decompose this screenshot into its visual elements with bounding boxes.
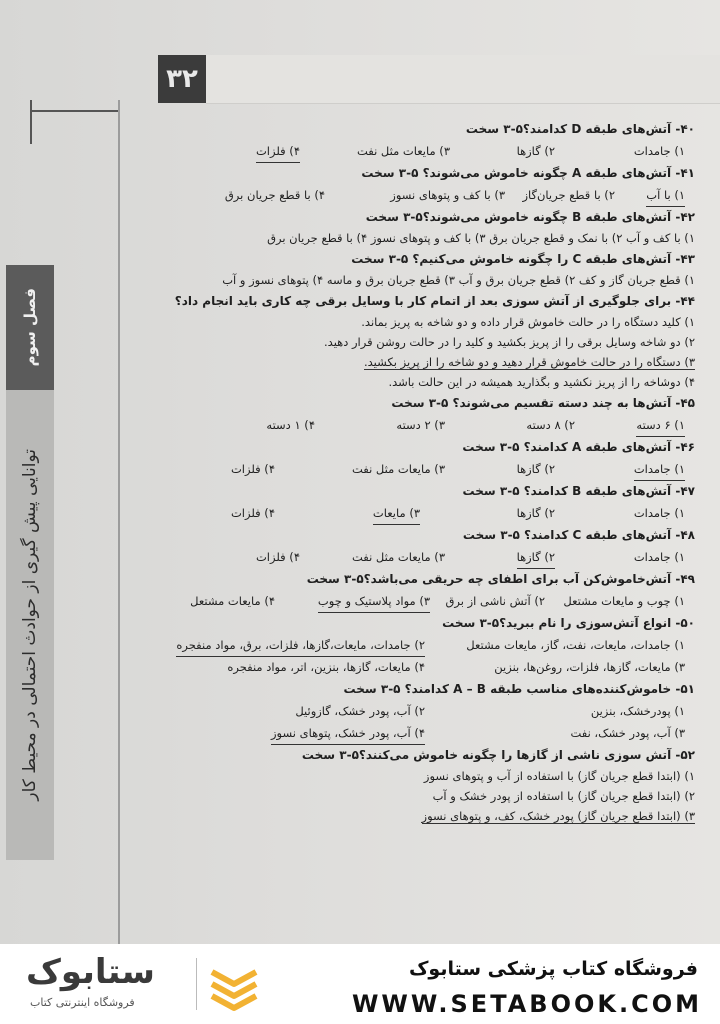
option: ۳) با کف و پتوهای نسوز [390, 188, 505, 202]
shop-name: فروشگاه کتاب پزشکی ستابوک [408, 958, 698, 980]
option: ۱) کلید دستگاه را در حالت خاموش قرار داده و دو شاخه به پریز بماند. [361, 315, 695, 329]
option: ۲) آب، پودر خشک، گازوئیل [295, 704, 425, 718]
book-logo-icon [206, 958, 262, 1014]
option: ۱) جامدات [633, 550, 685, 564]
shop-url-link[interactable]: WWW.SETABOOK.COM [351, 990, 702, 1018]
option: ۲) آتش ناشی از برق [445, 594, 545, 608]
option: ۳) آب، پودر خشک، نفت [570, 726, 685, 740]
option: ۲) گازها [517, 546, 555, 569]
option: ۴) دوشاخه را از پریز نکشید و بگذارید همیشه در این حالت باشد. [388, 375, 695, 389]
option: ۴) فلزات [255, 550, 300, 564]
option: ۲) (ابتدا قطع جریان گاز) با استفاده از پودر خشک و آب [432, 789, 695, 803]
option: ۴) ۱ دسته [266, 418, 315, 432]
option: ۱) ۶ دسته [636, 414, 685, 437]
option: ۲) گازها [516, 144, 555, 158]
question: ۴۴- برای جلوگیری از آتش سوزی بعد از اتمام کار با وسایل برقی چه کاری باید انجام داد؟ [174, 294, 695, 308]
option: ۴) فلزات [256, 140, 300, 163]
option: ۳) (ابتدا قطع جریان گاز) پودر خشک، کف، و پتوهای نسوز [421, 809, 695, 823]
question: ۵۰- انواع آتش‌سوزی را نام ببرید؟۵-۳ سخت [442, 616, 695, 630]
question: ۴۰- آتش‌های طبقه D کدامند؟۵-۳ سخت [465, 122, 695, 136]
question: ۵۱- خاموش‌کننده‌های مناسب طبقه A – B کدامند؟ ۵-۳ سخت [343, 682, 695, 696]
logo-tagline: فروشگاه اینترنتی کتاب [30, 996, 135, 1009]
option: ۴) مایعات مشتعل [190, 594, 275, 608]
options-row [150, 722, 695, 744]
option: ۳) مایعات [373, 502, 420, 525]
option: ۲) با قطع جریان‌گاز [522, 188, 615, 202]
footer-banner [0, 944, 720, 1024]
options-row [150, 700, 695, 722]
options-row: ۱) قطع جریان گاز و کف ۲) قطع جریان برق و آب ۳) قطع جریان برق و ماسه ۴) پتوهای نسوز و آب [222, 273, 695, 287]
question: ۴۸- آتش‌های طبقه C کدامند؟ ۵-۳ سخت [462, 528, 695, 542]
option: ۴) فلزات [230, 462, 275, 476]
option: ۳) مایعات مثل نفت [351, 462, 445, 476]
logo-wordmark: ستابوک [26, 952, 155, 992]
margin-rule [30, 110, 120, 112]
option: ۱) (ابتدا قطع جریان گاز) با استفاده از آب و پتوهای نسوز [423, 769, 695, 783]
option: ۱) جامدات [633, 506, 685, 520]
chapter-title: توانایی پیش گیری از حوادث احتمالی در محیط کار [20, 449, 40, 801]
options-row [150, 184, 695, 206]
chapter-tab [6, 265, 54, 390]
option: ۳) مواد پلاستیک و چوب [318, 590, 430, 613]
option: ۱) جامدات [634, 458, 685, 481]
option: ۱) پودرخشک، بنزین [590, 704, 685, 718]
option: ۲) گازها [516, 462, 555, 476]
options-row [150, 502, 695, 524]
margin-rule [30, 100, 32, 144]
option: ۱) چوب و مایعات مشتعل [563, 594, 685, 608]
option: ۲) گازها [516, 506, 555, 520]
option: ۴) فلزات [230, 506, 275, 520]
options-row [150, 458, 695, 480]
options-row [150, 140, 695, 162]
option: ۱) با آب [646, 184, 685, 207]
option: ۲) جامدات، مایعات،گازها، فلزات، برق، مواد منفجره [176, 634, 425, 657]
question: ۴۵- آتش‌ها به چند دسته تقسیم می‌شوند؟ ۵-۳ سخت [391, 396, 695, 410]
divider [196, 958, 197, 1010]
options-row [150, 634, 695, 656]
question: ۵۲- آتش سوزی ناشی از گازها را چگونه خاموش می‌کنند؟۵-۳ سخت [301, 748, 695, 762]
options-row [150, 590, 695, 612]
chapter-label: فصل سوم [21, 288, 39, 367]
option: ۳) مایعات مثل نفت [351, 550, 445, 564]
question: ۴۶- آتش‌های طبقه A کدامند؟ ۵-۳ سخت [462, 440, 695, 454]
chapter-title-tab [6, 390, 54, 860]
options-row: ۱) با کف و آب ۲) با نمک و قطع جریان برق ۳) با کف و پتوهای نسوز ۴) با قطع جریان برق [267, 231, 695, 245]
question: ۴۲- آتش‌های طبقه B چگونه خاموش می‌شوند؟۵-۳ سخت [365, 210, 695, 224]
question: ۴۳- آتش‌های طبقه C را چگونه خاموش می‌کنیم؟ ۵-۳ سخت [351, 252, 695, 266]
question: ۴۷- آتش‌های طبقه B کدامند؟ ۵-۳ سخت [462, 484, 695, 498]
option: ۱) جامدات، مایعات، نفت، گاز، مایعات مشتعل [466, 638, 685, 652]
option: ۳) ۲ دسته [396, 418, 445, 432]
option: ۳) دستگاه را در حالت خاموش قرار دهید و دو شاخه را از پریز بکشید. [363, 355, 695, 369]
question-list [150, 118, 695, 826]
header-band [206, 55, 720, 104]
options-row [150, 414, 695, 436]
option: ۱) جامدات [633, 144, 685, 158]
option: ۲) ۸ دسته [526, 418, 575, 432]
options-row [150, 546, 695, 568]
option: ۴) مایعات، گازها، بنزین، اتر، مواد منفجره [227, 660, 425, 674]
option: ۲) دو شاخه وسایل برقی را از پریز بکشید و کلید را در حالت روشن قرار دهید. [324, 335, 695, 349]
question: ۴۱- آتش‌های طبقه A چگونه خاموش می‌شوند؟ ۵-۳ سخت [361, 166, 695, 180]
page-number: ۳۲ [158, 55, 206, 103]
margin-rule [118, 100, 120, 944]
option: ۴) با قطع جریان برق [224, 188, 325, 202]
options-row [150, 656, 695, 678]
option: ۴) آب، پودر خشک، پتوهای نسوز [271, 722, 425, 745]
option: ۳) مایعات، گازها، فلزات، روغن‌ها، بنزین [494, 660, 685, 674]
question: ۴۹- آتش‌خاموش‌کن آب برای اطفای چه حریقی می‌باشد؟۵-۳ سخت [306, 572, 695, 586]
option: ۳) مایعات مثل نفت [356, 144, 450, 158]
